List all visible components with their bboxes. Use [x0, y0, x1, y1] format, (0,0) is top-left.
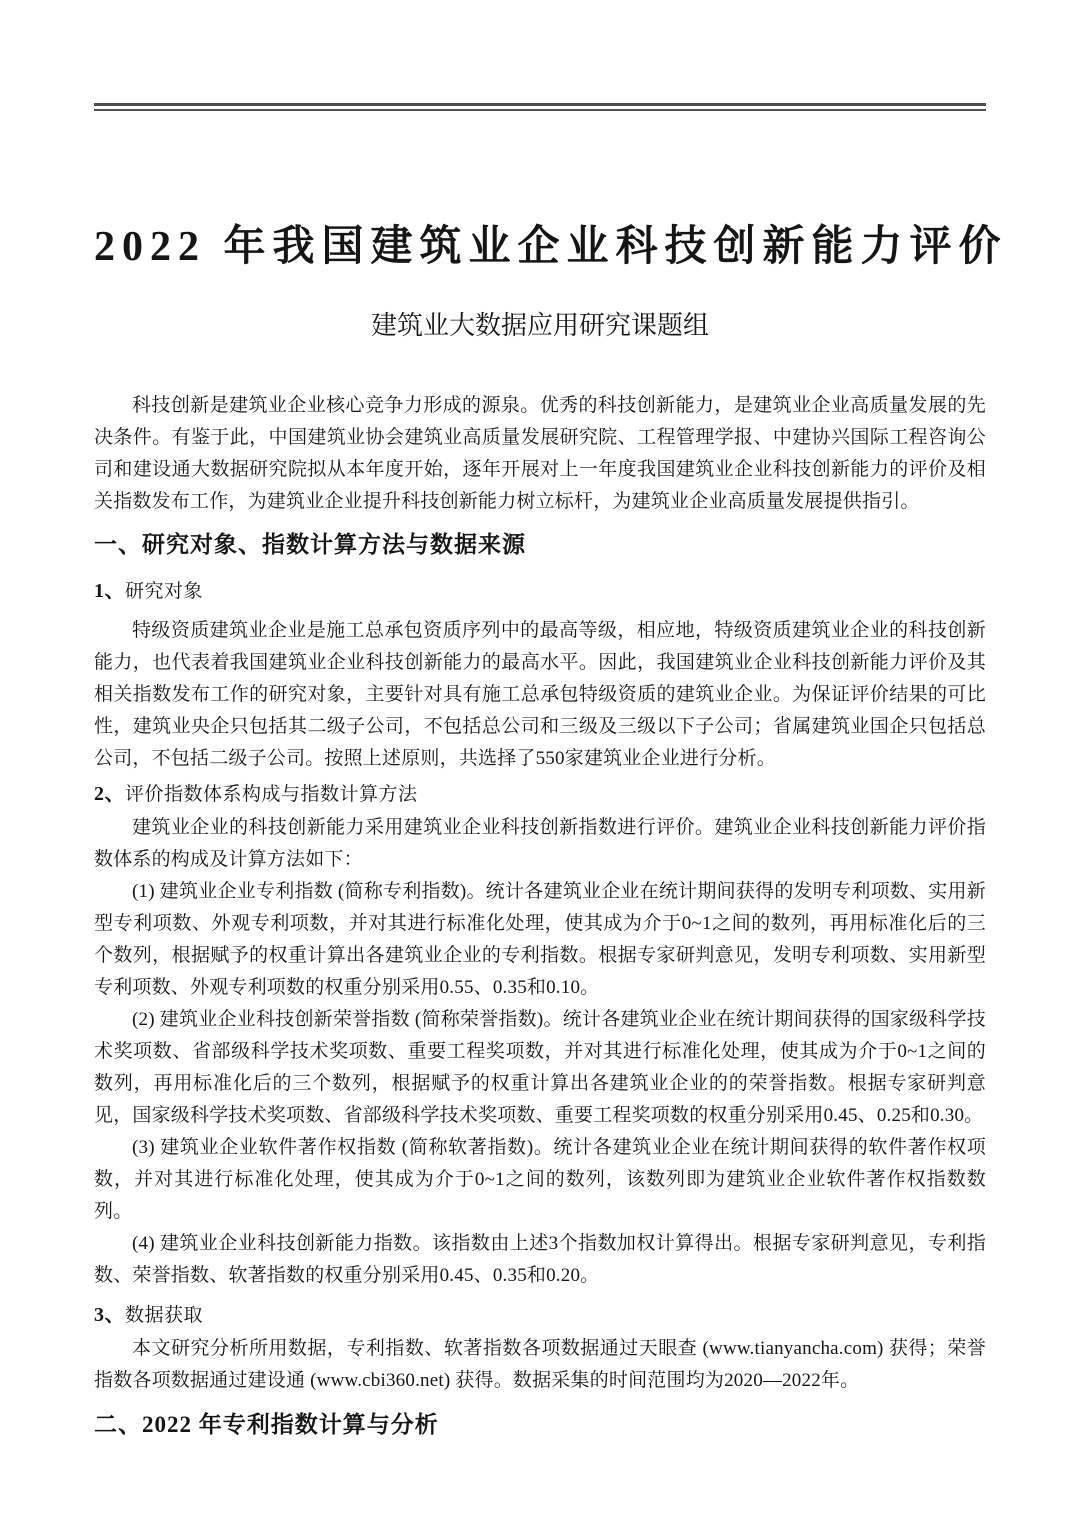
header-double-rule	[94, 103, 986, 111]
section-2-title: 2022 年专利指数计算与分析	[142, 1412, 439, 1437]
subsection-1-1-title: 研究对象	[125, 581, 204, 602]
intro-paragraph: 科技创新是建筑业企业核心竞争力形成的源泉。优秀的科技创新能力，是建筑业企业高质量发展的先决条件。有鉴于此，中国建筑业协会建筑业高质量发展研究院、工程管理学报、中建协兴国际工程咨询公司和建设通大数据研究院拟从本年度开始，逐年开展对上一年度我国建筑业企业科技创新能力的评价及相关指数发布工作，为建筑业企业提升科技创新能力树立标杆，为建筑业企业高质量发展提供指引。	[94, 395, 986, 512]
section-1-number: 一、	[94, 532, 142, 557]
index-item-4-paragraph: (4) 建筑业企业科技创新能力指数。该指数由上述3个指数加权计算得出。根据专家研判意见，专利指数、荣誉指数、软著指数的权重分别采用0.45、0.35和0.20。	[94, 1233, 986, 1286]
research-scope-paragraph: 特级资质建筑业企业是施工总承包资质序列中的最高等级，相应地，特级资质建筑业企业的科技创新能力，也代表着我国建筑业企业科技创新能力的最高水平。因此，我国建筑业企业科技创新能力评价及其相关指数发布工作的研究对象，主要针对具有施工总承包特级资质的建筑业企业。为保证评价结果的可比性，建筑业央企只包括其二级子公司，不包括总公司和三级及三级以下子公司；省属建筑业国企只包括总公司，不包括二级子公司。按照上述原则，共选择了550家建筑业企业进行分析。	[94, 620, 986, 769]
subsection-1-1-number: 1、	[94, 580, 125, 602]
subsection-1-3-title: 数据获取	[125, 1305, 204, 1326]
index-system-intro-paragraph: 建筑业企业的科技创新能力采用建筑业企业科技创新指数进行评价。建筑业企业科技创新能力评价指数体系的构成及计算方法如下：	[94, 817, 986, 870]
subsection-1-1-heading	[94, 576, 986, 607]
section-1-title: 研究对象、指数计算方法与数据来源	[142, 532, 526, 557]
index-item-3-paragraph: (3) 建筑业企业软件著作权指数 (简称软著指数)。统计各建筑业企业在统计期间获得的软件著作权项数，并对其进行标准化处理，使其成为介于0~1之间的数列，该数列即为建筑业企业软件著作权指数数列。	[94, 1137, 986, 1222]
index-item-2-paragraph: (2) 建筑业企业科技创新荣誉指数 (简称荣誉指数)。统计各建筑业企业在统计期间获得的国家级科学技术奖项数、省部级科学技术奖项数、重要工程奖项数，并对其进行标准化处理，使其成为介于0~1之间的数列，再用标准化后的三个数列，根据赋予的权重计算出各建筑业企业的的荣誉指数。根据专家研判意见，国家级科学技术奖项数、省部级科学技术奖项数、重要工程奖项数的权重分别采用0.45、0.25和0.30。	[94, 1009, 986, 1126]
subsection-1-3-heading	[94, 1300, 986, 1331]
page-content	[0, 103, 1080, 1441]
document-byline: 建筑业大数据应用研究课题组	[370, 310, 709, 340]
document-title: 2022 年我国建筑业企业科技创新能力评价	[94, 224, 1008, 270]
data-source-paragraph: 本文研究分析所用数据，专利指数、软著指数各项数据通过天眼查 (www.tianyancha.com) 获得；荣誉指数各项数据通过建设通 (www.cbi360.net) 获得。数据采集的时间范围均为2020—2022年。	[94, 1338, 986, 1391]
subsection-1-2-number: 2、	[94, 783, 125, 805]
section-2-heading	[94, 1409, 986, 1441]
section-1-heading	[94, 530, 986, 560]
subsection-1-2-heading	[94, 779, 986, 810]
subsection-1-2-title: 评价指数体系构成与指数计算方法	[125, 784, 418, 805]
index-item-1-paragraph: (1) 建筑业企业专利指数 (简称专利指数)。统计各建筑业企业在统计期间获得的发明专利项数、实用新型专利项数、外观专利项数，并对其进行标准化处理，使其成为介于0~1之间的数列，再用标准化后的三个数列，根据赋予的权重计算出各建筑业企业的专利指数。根据专家研判意见，发明专利项数、实用新型专利项数、外观专利项数的权重分别采用0.55、0.35和0.10。	[94, 881, 986, 998]
subsection-1-3-number: 3、	[94, 1304, 125, 1326]
section-2-number: 二、	[94, 1412, 142, 1437]
